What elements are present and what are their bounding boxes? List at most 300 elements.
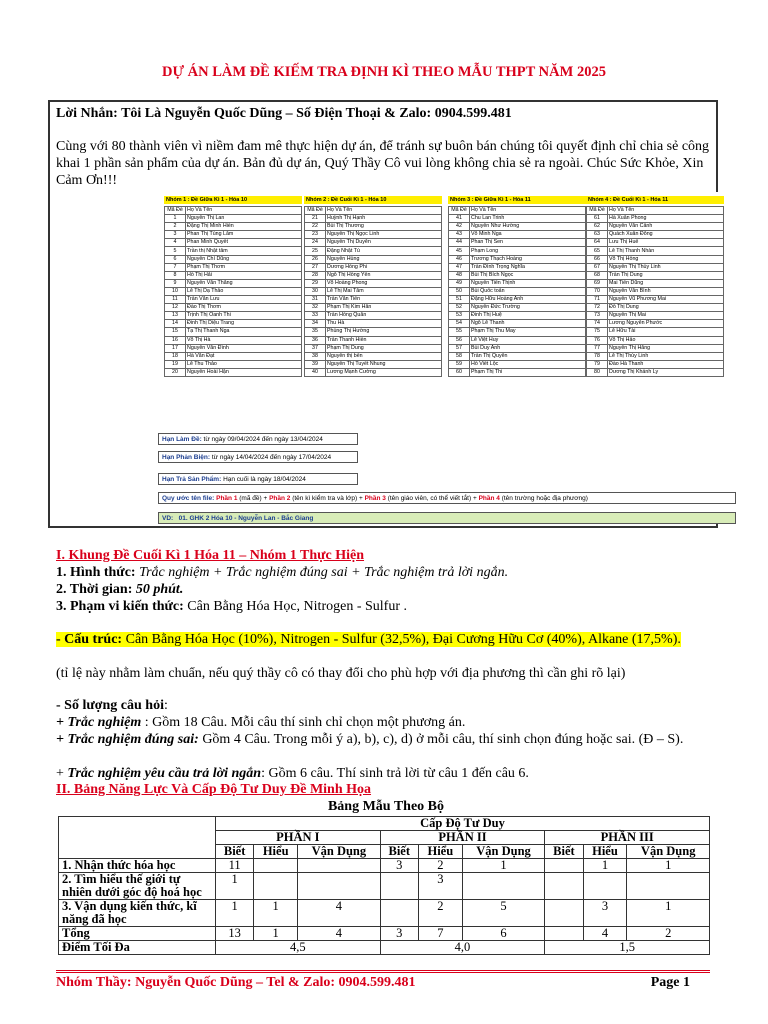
exam-code: 70 bbox=[587, 287, 608, 295]
table-row bbox=[587, 320, 724, 328]
matrix-cell bbox=[462, 873, 545, 900]
exam-code: 73 bbox=[587, 312, 608, 320]
table-row bbox=[305, 352, 442, 360]
matrix-cell bbox=[254, 859, 298, 873]
member-name: Trương Thạch Hoàng bbox=[470, 255, 586, 263]
exam-code: 76 bbox=[587, 336, 608, 344]
group-table bbox=[304, 196, 442, 377]
member-name: Võ Minh Nga bbox=[470, 231, 586, 239]
section-2-heading: II. Bảng Năng Lực Và Cấp Độ Tư Duy Đề Minh Họa bbox=[56, 782, 372, 797]
exam-code: 80 bbox=[587, 368, 608, 376]
matrix-cell: 2 bbox=[418, 900, 462, 927]
table-row bbox=[305, 328, 442, 336]
member-name: Bùi Thị Bích Ngọc bbox=[470, 271, 586, 279]
table-row bbox=[305, 239, 442, 247]
table-row bbox=[587, 263, 724, 271]
member-name: Bùi Thị Thương bbox=[326, 223, 442, 231]
table-row bbox=[165, 271, 302, 279]
table-row bbox=[305, 223, 442, 231]
group-title: Nhóm 1 : Đề Giữa Kì 1 - Hóa 10 bbox=[164, 196, 302, 204]
exam-code: 3 bbox=[165, 231, 186, 239]
group-table bbox=[586, 196, 724, 377]
exam-code: 58 bbox=[449, 352, 470, 360]
member-name: Hồ Thị Hải bbox=[186, 271, 302, 279]
member-name: Nguyễn Hùng bbox=[326, 255, 442, 263]
matrix-cell: 5 bbox=[462, 900, 545, 927]
table-row bbox=[165, 352, 302, 360]
exam-code: 31 bbox=[305, 296, 326, 304]
exam-code: 45 bbox=[449, 247, 470, 255]
exam-code: 14 bbox=[165, 320, 186, 328]
matrix-part-header: PHẦN II bbox=[380, 831, 545, 845]
member-name: Dương Hồng Phi bbox=[326, 263, 442, 271]
matrix-max-score: 4,0 bbox=[380, 941, 545, 955]
table-row bbox=[165, 247, 302, 255]
member-name: Nguyễn Chí Dũng bbox=[186, 255, 302, 263]
member-name: Võ Hoàng Phong bbox=[326, 279, 442, 287]
table-row bbox=[305, 312, 442, 320]
table-row bbox=[449, 263, 586, 271]
exam-code: 33 bbox=[305, 312, 326, 320]
matrix-cell: 7 bbox=[418, 927, 462, 941]
table-row bbox=[305, 247, 442, 255]
exam-code: 64 bbox=[587, 239, 608, 247]
table-row bbox=[587, 271, 724, 279]
page-footer bbox=[56, 970, 710, 991]
table-row bbox=[449, 223, 586, 231]
group-column-header: Họ Và Tên bbox=[186, 207, 302, 215]
table-row bbox=[165, 336, 302, 344]
table-row bbox=[165, 279, 302, 287]
question-type-3: + Trắc nghiệm yêu cầu trả lời ngắn: Gồm 6 câu. Thí sinh trả lời từ câu 1 đến câu 6. bbox=[56, 766, 529, 781]
member-name: Nguyễn Văn Thắng bbox=[186, 279, 302, 287]
member-name: Trần Đình Trọng Nghĩa bbox=[470, 263, 586, 271]
member-name: Phùng Thị Hường bbox=[326, 328, 442, 336]
group-table bbox=[164, 196, 302, 377]
exam-code: 66 bbox=[587, 255, 608, 263]
member-name: Nguyễn Đức Trường bbox=[470, 304, 586, 312]
member-name: Trần thị Nhật tâm bbox=[186, 247, 302, 255]
table-row bbox=[165, 344, 302, 352]
question-count-label: - Số lượng câu hỏi: bbox=[56, 698, 168, 713]
member-name: Tạ Thị Thanh Nga bbox=[186, 328, 302, 336]
matrix-cell: 1 bbox=[254, 927, 298, 941]
table-row bbox=[587, 312, 724, 320]
matrix-cell bbox=[627, 873, 710, 900]
group-column-header: Mã Đề bbox=[165, 207, 186, 215]
table-row bbox=[587, 223, 724, 231]
exam-code: 48 bbox=[449, 271, 470, 279]
exam-code: 34 bbox=[305, 320, 326, 328]
table-row bbox=[165, 320, 302, 328]
exam-code: 2 bbox=[165, 223, 186, 231]
table-row bbox=[587, 344, 724, 352]
exam-code: 16 bbox=[165, 336, 186, 344]
member-name: Phan Minh Quyết bbox=[186, 239, 302, 247]
member-name: Nguyễn Hoài Hận bbox=[186, 368, 302, 376]
table-row bbox=[449, 360, 586, 368]
member-name: Đinh Thị Huệ bbox=[470, 312, 586, 320]
member-name: Võ Thị Hà bbox=[186, 336, 302, 344]
table-row bbox=[59, 927, 710, 941]
table-row bbox=[305, 296, 442, 304]
exam-code: 8 bbox=[165, 271, 186, 279]
table-row bbox=[59, 941, 710, 955]
exam-code: 18 bbox=[165, 352, 186, 360]
member-name: Nguyễn thị bến bbox=[326, 352, 442, 360]
member-name: Bùi Duy Anh bbox=[470, 344, 586, 352]
exam-code: 35 bbox=[305, 328, 326, 336]
exam-code: 59 bbox=[449, 360, 470, 368]
member-name: Bùi Quốc toản bbox=[470, 287, 586, 295]
table-row bbox=[449, 344, 586, 352]
matrix-cell: 11 bbox=[216, 859, 254, 873]
table-row bbox=[449, 352, 586, 360]
message-body: Cùng với 80 thành viên vì niềm đam mê thực hiện dự án, để tránh sự buôn bán chúng tôi quyết định chỉ chia sẻ công khai 1 phần sản phẩm của dự án. Bản đủ dự án, Quý Thầy Cô vui lòng không chia sẻ ra ngoài. Chúc Sức Khỏe, Xin Cảm Ơn!!! bbox=[56, 139, 710, 188]
member-name: Lương Mạnh Cường bbox=[326, 368, 442, 376]
matrix-cell: 13 bbox=[216, 927, 254, 941]
member-name: Dương Thị Khánh Ly bbox=[608, 368, 724, 376]
member-name: Phạm Thị Thơm bbox=[186, 263, 302, 271]
matrix-cell: 2 bbox=[418, 859, 462, 873]
member-name: Hồ Viết Lộc bbox=[470, 360, 586, 368]
exam-code: 20 bbox=[165, 368, 186, 376]
exam-code: 6 bbox=[165, 255, 186, 263]
exam-code: 39 bbox=[305, 360, 326, 368]
member-name: Nguyễn Thị Ngọc Linh bbox=[326, 231, 442, 239]
exam-code: 63 bbox=[587, 231, 608, 239]
table-row bbox=[165, 215, 302, 223]
matrix-cell bbox=[545, 900, 583, 927]
exam-code: 37 bbox=[305, 344, 326, 352]
matrix-row-label: 2. Tìm hiểu thế giới tự nhiên dưới góc độ hoá học bbox=[59, 873, 216, 900]
member-name: Nguyễn Thị Lan bbox=[186, 215, 302, 223]
exam-code: 52 bbox=[449, 304, 470, 312]
member-name: Đặng Hữu Hoàng Anh bbox=[470, 296, 586, 304]
member-name: Quách Xuân Đông bbox=[608, 231, 724, 239]
exam-code: 9 bbox=[165, 279, 186, 287]
exam-code: 36 bbox=[305, 336, 326, 344]
exam-code: 61 bbox=[587, 215, 608, 223]
member-name: Đặng Thị Minh Hiền bbox=[186, 223, 302, 231]
matrix-level-subheader: Biết bbox=[380, 845, 418, 859]
table-row bbox=[305, 368, 442, 376]
table-row bbox=[587, 360, 724, 368]
table-row bbox=[165, 368, 302, 376]
exam-code: 47 bbox=[449, 263, 470, 271]
exam-code: 78 bbox=[587, 352, 608, 360]
member-name: Lê Thu Thảo bbox=[186, 360, 302, 368]
member-name: Nguyễn Văn Cảnh bbox=[608, 223, 724, 231]
group-table bbox=[448, 196, 586, 377]
member-name: Phạm Thị Dung bbox=[326, 344, 442, 352]
matrix-level-subheader: Hiểu bbox=[418, 845, 462, 859]
table-row bbox=[587, 328, 724, 336]
member-name: Đinh Thị Diệu Trang bbox=[186, 320, 302, 328]
exam-code: 44 bbox=[449, 239, 470, 247]
matrix-cell: 1 bbox=[216, 873, 254, 900]
matrix-cell: 1 bbox=[627, 859, 710, 873]
matrix-level-header: Cấp Độ Tư Duy bbox=[216, 817, 710, 831]
matrix-row-label: 3. Vận dụng kiến thức, kĩ năng đã học bbox=[59, 900, 216, 927]
exam-code: 56 bbox=[449, 336, 470, 344]
table-row bbox=[449, 296, 586, 304]
table-row bbox=[59, 900, 710, 927]
assignment-spreadsheet bbox=[112, 192, 736, 524]
member-name: Phạm Thị Thi bbox=[470, 368, 586, 376]
table-row bbox=[165, 223, 302, 231]
matrix-level-subheader: Vận Dụng bbox=[462, 845, 545, 859]
matrix-cell: 3 bbox=[380, 927, 418, 941]
table-row bbox=[449, 215, 586, 223]
matrix-cell: 3 bbox=[418, 873, 462, 900]
member-name: Nguyễn Như Hường bbox=[470, 223, 586, 231]
table-row bbox=[587, 215, 724, 223]
member-name: Trần Thị Dung bbox=[608, 271, 724, 279]
exam-code: 19 bbox=[165, 360, 186, 368]
table-row bbox=[165, 328, 302, 336]
member-name: Nguyễn Thị Thùy Linh bbox=[608, 263, 724, 271]
table-row bbox=[587, 255, 724, 263]
member-name: Lê Thị Mai Tâm bbox=[326, 287, 442, 295]
exam-code: 42 bbox=[449, 223, 470, 231]
matrix-cell: 3 bbox=[380, 859, 418, 873]
exam-code: 23 bbox=[305, 231, 326, 239]
member-name: Lê Thị Thùy Linh bbox=[608, 352, 724, 360]
matrix-part-header: PHẦN I bbox=[216, 831, 381, 845]
exam-code: 71 bbox=[587, 296, 608, 304]
exam-code: 72 bbox=[587, 304, 608, 312]
ratio-note: (tỉ lệ này nhằm làm chuẩn, nếu quý thầy cô có thay đổi cho phù hợp với địa phương thì cần ghi rõ lại) bbox=[56, 666, 626, 681]
table-row bbox=[305, 320, 442, 328]
matrix-cell: 4 bbox=[298, 900, 381, 927]
table-row bbox=[305, 279, 442, 287]
member-name: Lưu Thị Huế bbox=[608, 239, 724, 247]
exam-code: 41 bbox=[449, 215, 470, 223]
exam-code: 5 bbox=[165, 247, 186, 255]
table-row bbox=[449, 304, 586, 312]
exam-code: 75 bbox=[587, 328, 608, 336]
member-name: Nguyễn Thị Mai bbox=[608, 312, 724, 320]
member-name: Lê Thị Dạ Thảo bbox=[186, 287, 302, 295]
table-row bbox=[165, 263, 302, 271]
group-column-header: Họ Và Tên bbox=[326, 207, 442, 215]
member-name: Trần Văn Lưu bbox=[186, 296, 302, 304]
exam-code: 43 bbox=[449, 231, 470, 239]
table-row bbox=[587, 287, 724, 295]
table-row bbox=[449, 239, 586, 247]
deadline-make: Hạn Làm Đề: từ ngày 09/04/2024 đến ngày 13/04/2024 bbox=[158, 433, 358, 445]
group-column-header: Mã Đề bbox=[305, 207, 326, 215]
message-box bbox=[48, 100, 718, 528]
page-number: Page 1 bbox=[650, 975, 690, 990]
file-naming-example: VD: 01. GHK 2 Hóa 10 - Nguyễn Lan - Bắc Giang bbox=[158, 512, 736, 524]
table-row bbox=[449, 312, 586, 320]
matrix-cell bbox=[380, 900, 418, 927]
member-name: Võ Thị Hồng bbox=[608, 255, 724, 263]
matrix-cell: 1 bbox=[216, 900, 254, 927]
matrix-level-subheader: Biết bbox=[216, 845, 254, 859]
exam-code: 12 bbox=[165, 304, 186, 312]
table-row bbox=[449, 287, 586, 295]
exam-code: 68 bbox=[587, 271, 608, 279]
table-row bbox=[305, 255, 442, 263]
member-name: Trần Thanh Hiền bbox=[326, 336, 442, 344]
table-row bbox=[587, 231, 724, 239]
table-row bbox=[587, 247, 724, 255]
exam-code: 27 bbox=[305, 263, 326, 271]
member-name: Phan Thị Sen bbox=[470, 239, 586, 247]
exam-code: 74 bbox=[587, 320, 608, 328]
table-row bbox=[305, 304, 442, 312]
exam-code: 60 bbox=[449, 368, 470, 376]
table-row bbox=[165, 287, 302, 295]
exam-code: 57 bbox=[449, 344, 470, 352]
matrix-title: Bảng Mẫu Theo Bộ bbox=[327, 799, 445, 814]
table-row bbox=[305, 287, 442, 295]
member-name: Lê Thị Thanh Nhàn bbox=[608, 247, 724, 255]
exam-time: 2. Thời gian: 50 phút. bbox=[56, 582, 184, 597]
member-name: Đào Hà Thanh bbox=[608, 360, 724, 368]
group-title: Nhóm 4 : Đề Cuối Kì 1 - Hóa 11 bbox=[586, 196, 724, 204]
member-name: Huỳnh Thị Hạnh bbox=[326, 215, 442, 223]
exam-code: 25 bbox=[305, 247, 326, 255]
exam-code: 30 bbox=[305, 287, 326, 295]
table-row bbox=[587, 368, 724, 376]
matrix-cell: 2 bbox=[627, 927, 710, 941]
exam-code: 77 bbox=[587, 344, 608, 352]
matrix-level-subheader: Vận Dụng bbox=[298, 845, 381, 859]
table-row bbox=[449, 279, 586, 287]
exam-code: 1 bbox=[165, 215, 186, 223]
member-name: Đặng Nhật Tú bbox=[326, 247, 442, 255]
member-name: Trịnh Thị Oanh Thi bbox=[186, 312, 302, 320]
member-name: Lương Nguyên Phước bbox=[608, 320, 724, 328]
matrix-cell bbox=[545, 873, 583, 900]
table-row bbox=[305, 360, 442, 368]
table-row bbox=[165, 239, 302, 247]
matrix-level-subheader: Hiểu bbox=[583, 845, 627, 859]
matrix-part-header: PHẦN III bbox=[545, 831, 710, 845]
member-name: Phạm Thị Thu May bbox=[470, 328, 586, 336]
exam-code: 15 bbox=[165, 328, 186, 336]
matrix-level-subheader: Vận Dụng bbox=[627, 845, 710, 859]
table-row bbox=[305, 344, 442, 352]
matrix-cell: 1 bbox=[254, 900, 298, 927]
matrix-row-label: 1. Nhận thức hóa học bbox=[59, 859, 216, 873]
member-name: Lê Hữu Tài bbox=[608, 328, 724, 336]
table-row bbox=[305, 215, 442, 223]
table-row bbox=[305, 271, 442, 279]
matrix-cell bbox=[298, 859, 381, 873]
table-row bbox=[165, 296, 302, 304]
matrix-cell: 1 bbox=[627, 900, 710, 927]
group-column-header: Mã Đề bbox=[587, 207, 608, 215]
table-row bbox=[305, 336, 442, 344]
member-name: Nguyễn Thị Duyên bbox=[326, 239, 442, 247]
exam-code: 11 bbox=[165, 296, 186, 304]
table-row bbox=[165, 312, 302, 320]
member-name: Hà Xuân Phong bbox=[608, 215, 724, 223]
exam-code: 24 bbox=[305, 239, 326, 247]
member-name: Đào Thị Thơm bbox=[186, 304, 302, 312]
exam-code: 29 bbox=[305, 279, 326, 287]
matrix-row-label: Tổng bbox=[59, 927, 216, 941]
table-row bbox=[449, 255, 586, 263]
exam-code: 53 bbox=[449, 312, 470, 320]
table-row bbox=[449, 320, 586, 328]
exam-code: 79 bbox=[587, 360, 608, 368]
matrix-max-score: 1,5 bbox=[545, 941, 710, 955]
table-row bbox=[305, 231, 442, 239]
table-row bbox=[449, 336, 586, 344]
group-title: Nhóm 2 : Đề Cuối Kì 1 - Hóa 10 bbox=[304, 196, 442, 204]
table-row bbox=[59, 859, 710, 873]
table-row bbox=[449, 328, 586, 336]
group-column-header: Mã Đề bbox=[449, 207, 470, 215]
exam-code: 50 bbox=[449, 287, 470, 295]
deadline-return: Hạn Trả Sản Phẩm: Hạn cuối là ngày 18/04/2024 bbox=[158, 473, 358, 485]
exam-code: 55 bbox=[449, 328, 470, 336]
deadline-review: Hạn Phản Biện: từ ngày 14/04/2024 đến ngày 17/04/2024 bbox=[158, 451, 358, 463]
question-type-1: + Trắc nghiệm : Gồm 18 Câu. Mỗi câu thí sinh chỉ chọn một phương án. bbox=[56, 715, 466, 730]
exam-code: 32 bbox=[305, 304, 326, 312]
matrix-corner bbox=[59, 817, 216, 859]
exam-code: 7 bbox=[165, 263, 186, 271]
exam-code: 22 bbox=[305, 223, 326, 231]
exam-code: 65 bbox=[587, 247, 608, 255]
matrix-cell: 1 bbox=[462, 859, 545, 873]
table-row bbox=[165, 231, 302, 239]
member-name: Nguyễn Vũ Phương Mai bbox=[608, 296, 724, 304]
exam-scope: 3. Phạm vi kiến thức: Cân Bằng Hóa Học, Nitrogen - Sulfur . bbox=[56, 599, 407, 614]
table-row bbox=[449, 368, 586, 376]
member-name: Lê Việt Huy bbox=[470, 336, 586, 344]
matrix-row-label: Điểm Tối Đa bbox=[59, 941, 216, 955]
matrix-cell bbox=[254, 873, 298, 900]
member-name: Mai Tiến Dũng bbox=[608, 279, 724, 287]
matrix-cell: 3 bbox=[583, 900, 627, 927]
matrix-cell bbox=[545, 859, 583, 873]
table-row bbox=[165, 360, 302, 368]
matrix-cell bbox=[298, 873, 381, 900]
group-title: Nhóm 3 : Đề Giữa Kì 1 - Hóa 11 bbox=[448, 196, 586, 204]
table-row bbox=[165, 304, 302, 312]
table-row bbox=[449, 247, 586, 255]
member-name: Phạm Thị Kim Hân bbox=[326, 304, 442, 312]
footer-contact: Nhóm Thầy: Nguyễn Quốc Dũng – Tel & Zalo: 0904.599.481 bbox=[56, 975, 416, 990]
exam-code: 17 bbox=[165, 344, 186, 352]
member-name: Nguyễn Văn Bình bbox=[608, 287, 724, 295]
exam-code: 21 bbox=[305, 215, 326, 223]
exam-code: 26 bbox=[305, 255, 326, 263]
exam-code: 40 bbox=[305, 368, 326, 376]
matrix-cell bbox=[583, 873, 627, 900]
exam-structure: - Cấu trúc: Cân Bằng Hóa Học (10%), Nitrogen - Sulfur (32,5%), Đại Cương Hữu Cơ (40%), Alkane (17,5%). bbox=[56, 632, 681, 647]
matrix-cell: 6 bbox=[462, 927, 545, 941]
member-name: Phan Thị Tùng Lâm bbox=[186, 231, 302, 239]
exam-code: 62 bbox=[587, 223, 608, 231]
member-name: Võ Thị Hảo bbox=[608, 336, 724, 344]
file-naming-rule: Quy ước tên file: Phần 1 (mã đề) + Phần 2 (tên kì kiểm tra và lớp) + Phần 3 (tên giáo viên, có thể viết tắt) + Phần 4 (tên trường hoặc địa phương) bbox=[158, 492, 736, 504]
exam-code: 28 bbox=[305, 271, 326, 279]
table-row bbox=[59, 873, 710, 900]
member-name: Hà Văn Đạt bbox=[186, 352, 302, 360]
matrix-cell bbox=[545, 927, 583, 941]
exam-code: 4 bbox=[165, 239, 186, 247]
exam-code: 67 bbox=[587, 263, 608, 271]
member-name: Nguyễn Văn Đình bbox=[186, 344, 302, 352]
